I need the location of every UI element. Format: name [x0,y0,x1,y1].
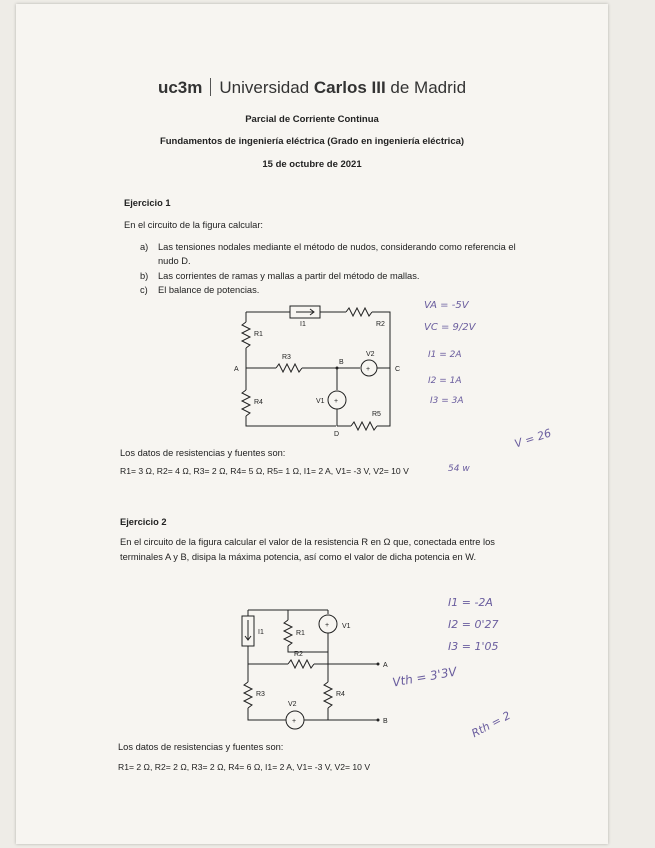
ex1-hand-v: V = 26 [512,426,553,451]
ex1-circuit [226,296,406,436]
ex2-circuit [228,602,398,732]
ex1-heading: Ejercicio 1 [124,198,171,208]
ex1-label-r5: R5 [372,411,381,418]
ex2-heading: Ejercicio 2 [120,517,167,527]
logo-carlos: Carlos III [313,78,386,97]
ex2-label-r3: R3 [256,691,265,698]
ex1-hand-va: VA = -5V [424,300,469,311]
ex1-label-r2: R2 [376,321,385,328]
ex2-label-r1: R1 [296,630,305,637]
exam-date: 15 de octubre de 2021 [262,159,362,170]
ex1-hand-vc: VC = 9/2V [424,322,476,333]
ex1-item-c-marker: c) [140,285,148,295]
ex1-data-heading: Los datos de resistencias y fuentes son: [120,448,286,458]
ex1-hand-power: 54 w [448,464,470,474]
svg-text:+: + [292,718,297,725]
ex2-hand-i3: I3 = 1'05 [448,640,499,653]
ex1-item-a: Las tensiones nodales mediante el método de nudos, considerando como referencia el [158,242,516,252]
ex1-item-b-marker: b) [140,271,149,281]
ex1-item-b: Las corrientes de ramas y mallas a partir del método de mallas. [158,271,420,281]
ex2-label-r4: R4 [336,691,345,698]
logo-madrid: de Madrid [390,78,467,97]
ex1-hand-i2: I2 = 1A [428,376,462,386]
ex1-label-r3: R3 [282,354,291,361]
exam-paper [16,4,608,844]
ex1-label-v2: V2 [366,351,375,358]
svg-text:+: + [334,398,339,405]
ex2-node-b: B [383,718,388,725]
ex1-label-v1: V1 [316,398,325,405]
ex2-node-a: A [383,662,388,669]
ex2-label-r2: R2 [294,651,303,658]
ex1-node-b: B [339,359,344,366]
ex1-node-d: D [334,431,340,436]
ex1-label-i1: I1 [300,321,306,328]
ex2-label-v1: V1 [342,623,351,630]
ex1-label-r4: R4 [254,399,263,406]
university-logo [16,78,608,98]
ex1-intro: En el circuito de la figura calcular: [124,220,264,230]
logo-short: uc3m [157,78,203,97]
ex1-node-c: C [395,366,401,373]
ex2-hand-i1: I1 = -2A [448,596,493,609]
ex2-label-v2: V2 [288,701,297,708]
ex2-statement-line1: En el circuito de la figura calcular el valor de la resistencia R en Ω que, conectada entre los [120,537,495,547]
ex1-item-a-marker: a) [140,242,149,252]
ex1-data-values: R1= 3 Ω, R2= 4 Ω, R3= 2 Ω, R4= 5 Ω, R5= 1 Ω, I1= 2 A, V1= -3 V, V2= 10 V [120,466,409,476]
ex2-data-heading: Los datos de resistencias y fuentes son: [118,742,284,752]
ex2-data-values: R1= 2 Ω, R2= 2 Ω, R3= 2 Ω, R4= 6 Ω, I1= 2 A, V1= -3 V, V2= 10 V [118,762,371,772]
ex1-item-c: El balance de potencias. [158,285,260,295]
svg-text:+: + [325,622,330,629]
ex1-label-r1: R1 [254,331,263,338]
ex2-hand-i2: I2 = 0'27 [448,618,499,631]
exam-subtitle: Fundamentos de ingeniería eléctrica (Grado en ingeniería eléctrica) [159,136,465,147]
ex1-hand-i3: I3 = 3A [430,396,464,406]
ex2-label-i1: I1 [258,629,264,636]
ex2-hand-rth: Rth = 2 [469,708,513,741]
svg-text:+: + [366,366,371,373]
ex1-node-a: A [234,366,239,373]
logo-university: Universidad [219,78,310,97]
ex1-item-a-cont: nudo D. [158,256,191,266]
exam-title: Parcial de Corriente Continua [245,114,379,125]
ex1-hand-i1: I1 = 2A [428,350,462,360]
ex2-statement-line2: terminales A y B, disipa la máxima potencia, así como el valor de dicha potencia en W. [120,552,477,562]
ex2-hand-vth: Vth = 3'3V [391,664,458,690]
